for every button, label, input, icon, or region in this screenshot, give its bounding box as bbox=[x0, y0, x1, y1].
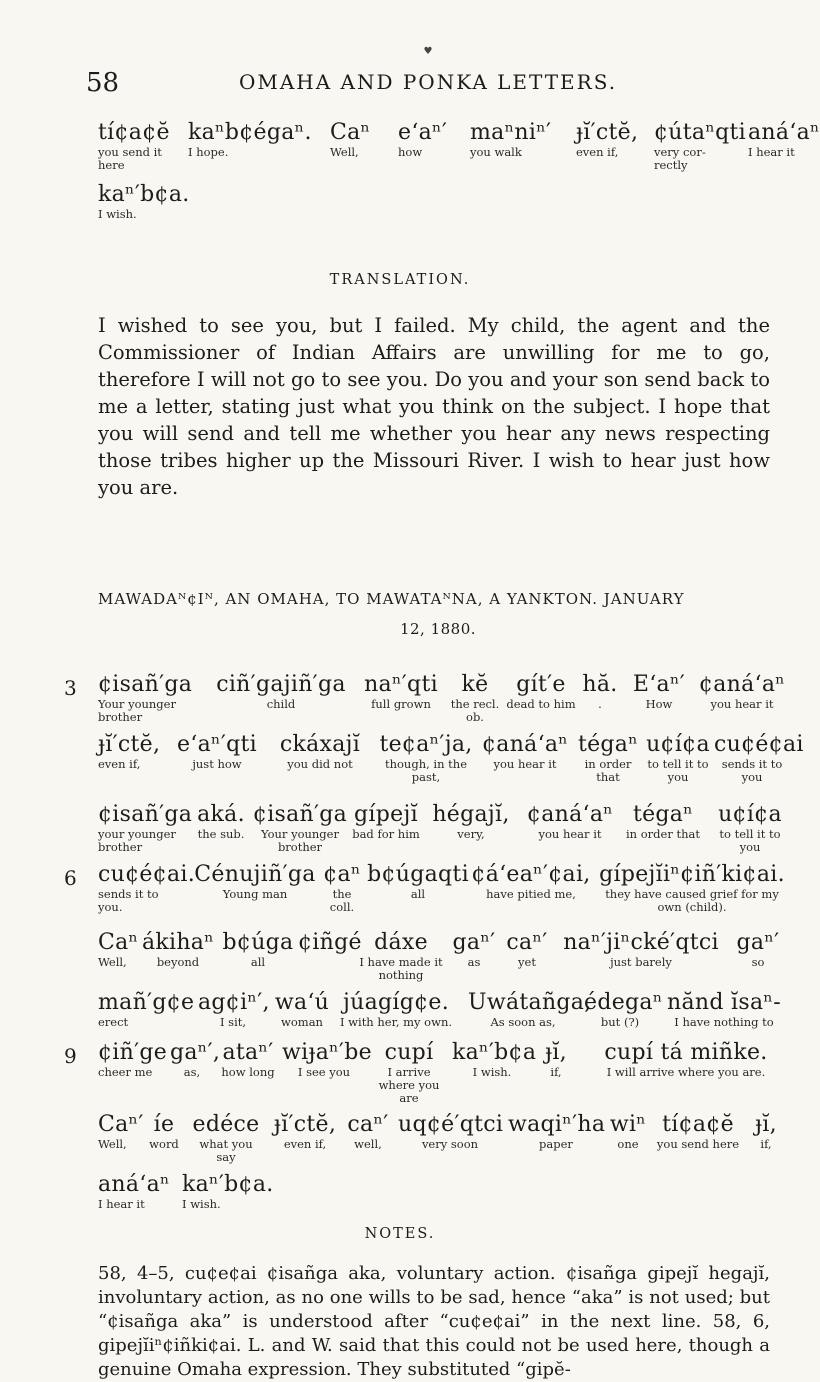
word-pair bbox=[172, 732, 262, 771]
word-pair bbox=[198, 990, 268, 1029]
native-word: ɟĭ, bbox=[545, 1040, 567, 1065]
native-word: wiⁿ bbox=[609, 1112, 647, 1137]
word-pair bbox=[190, 862, 320, 901]
word-pair bbox=[196, 802, 246, 841]
gloss: so bbox=[751, 955, 765, 969]
native-word: anáʻaⁿ bbox=[98, 1172, 170, 1197]
word-pair bbox=[482, 732, 568, 771]
gloss: I hope. bbox=[188, 145, 229, 159]
native-word: nănd ĭsaⁿ- bbox=[667, 990, 781, 1015]
gloss: I wish. bbox=[98, 207, 137, 221]
word-pair bbox=[522, 802, 618, 841]
gloss: even if, bbox=[283, 1137, 327, 1151]
word-pair bbox=[594, 862, 790, 914]
native-word: tí¢a¢ĕ bbox=[98, 120, 170, 145]
native-word: ¢isañ′ga bbox=[252, 802, 348, 827]
gloss: sends it to you bbox=[721, 757, 783, 784]
native-word: kaⁿ′b¢a. bbox=[182, 1172, 274, 1197]
word-pair bbox=[652, 1112, 744, 1151]
gloss: if, bbox=[760, 1137, 772, 1151]
word-pair bbox=[98, 1112, 144, 1151]
word-pair bbox=[98, 930, 138, 969]
native-word: edéce bbox=[192, 1112, 260, 1137]
word-pair bbox=[398, 1112, 502, 1151]
native-word: Eʻaⁿ′ bbox=[632, 672, 686, 697]
gloss: you hear it bbox=[538, 827, 602, 841]
word-pair bbox=[222, 930, 294, 969]
word-pair bbox=[626, 672, 692, 711]
native-word: Caⁿ bbox=[98, 930, 139, 955]
native-word: ciñ′gajiñ′ga bbox=[216, 672, 346, 697]
word-pair bbox=[250, 802, 350, 854]
gloss: very cor- rectly bbox=[654, 145, 706, 172]
native-word: ɟĭ′ctĕ, bbox=[98, 732, 161, 757]
native-word: waqiⁿ′ha bbox=[508, 1112, 606, 1137]
native-word: naⁿ′qti bbox=[364, 672, 438, 697]
native-word: ¢isañ′ga bbox=[98, 672, 193, 697]
word-pair bbox=[398, 120, 447, 159]
gloss: just how bbox=[192, 757, 242, 771]
word-pair bbox=[714, 732, 804, 784]
gloss: Well, bbox=[98, 955, 127, 969]
native-word: ¢útaⁿqti bbox=[654, 120, 747, 145]
native-word: kaⁿ′b¢a. bbox=[98, 182, 190, 207]
native-word: ɟĭ′ctĕ, bbox=[273, 1112, 337, 1137]
word-pair bbox=[696, 672, 788, 711]
gloss: you hear it bbox=[493, 757, 557, 771]
gloss: dead to him bbox=[506, 697, 576, 711]
word-pair bbox=[216, 1040, 280, 1079]
native-word: ɟĭ, bbox=[755, 1112, 777, 1137]
native-word: uq¢é′qtci bbox=[398, 1112, 504, 1137]
word-pair bbox=[298, 930, 360, 956]
word-pair bbox=[574, 732, 642, 784]
native-word: ¢iñgé bbox=[298, 930, 362, 955]
gloss: all bbox=[250, 955, 266, 969]
gloss: Your younger brother bbox=[261, 827, 339, 854]
page-number: 58 bbox=[86, 68, 120, 98]
native-word: gít′e bbox=[516, 672, 566, 697]
translation-heading: TRANSLATION. bbox=[329, 272, 471, 288]
word-pair bbox=[330, 120, 370, 159]
word-pair bbox=[608, 1112, 648, 1151]
native-word: ¢iñ′ge bbox=[98, 1040, 168, 1065]
gloss: as bbox=[467, 955, 481, 969]
gloss: you walk bbox=[470, 145, 522, 159]
native-word: te¢aⁿ′ja, bbox=[379, 732, 473, 757]
heart-ornament-icon: ♥ bbox=[423, 46, 433, 57]
native-word: ¢aⁿ bbox=[323, 862, 361, 887]
native-word: júagíg¢e. bbox=[342, 990, 450, 1015]
gloss: all bbox=[410, 887, 426, 901]
gloss: to tell it to you bbox=[719, 827, 781, 854]
gloss: yet bbox=[518, 955, 536, 969]
native-word: tí¢a¢ĕ bbox=[662, 1112, 734, 1137]
word-pair bbox=[646, 732, 710, 784]
word-pair bbox=[98, 1040, 167, 1079]
page-header bbox=[86, 46, 770, 98]
word-pair bbox=[144, 1112, 184, 1151]
native-word: wiɟaⁿ′be bbox=[282, 1040, 372, 1065]
gloss: . bbox=[598, 697, 602, 711]
native-word: ckáxajĭ bbox=[279, 732, 361, 757]
gloss: paper bbox=[539, 1137, 573, 1151]
word-pair bbox=[356, 672, 446, 711]
word-pair bbox=[582, 1040, 790, 1079]
gloss: one bbox=[617, 1137, 639, 1151]
gloss: As soon as, bbox=[490, 1015, 556, 1029]
gloss: I wish. bbox=[182, 1197, 221, 1211]
word-pair bbox=[470, 120, 551, 159]
native-word: Caⁿ′ bbox=[98, 1112, 144, 1137]
word-pair bbox=[98, 182, 190, 221]
word-pair bbox=[654, 120, 746, 172]
word-pair bbox=[98, 1172, 170, 1211]
native-word: ataⁿ′ bbox=[222, 1040, 274, 1065]
gloss: child bbox=[266, 697, 296, 711]
word-pair bbox=[428, 802, 514, 841]
gloss: even if, bbox=[98, 757, 141, 771]
gloss: in order that bbox=[626, 827, 700, 841]
gloss: very, bbox=[457, 827, 485, 841]
word-pair bbox=[216, 672, 346, 711]
native-word: dáxe bbox=[374, 930, 428, 955]
native-word: gípejĭ bbox=[354, 802, 418, 827]
gloss: I arrive where you are bbox=[378, 1065, 440, 1105]
word-pair bbox=[748, 120, 820, 159]
native-word: maⁿniⁿ′ bbox=[470, 120, 552, 145]
word-pair bbox=[188, 1112, 264, 1164]
native-word: eʻaⁿ′ bbox=[398, 120, 448, 145]
native-word: ɟĭ′ctĕ, bbox=[576, 120, 639, 145]
native-word: kĕ bbox=[461, 672, 489, 697]
word-pair bbox=[268, 1112, 342, 1151]
native-word: eʻaⁿ′qti bbox=[176, 732, 257, 757]
native-word: ákihaⁿ bbox=[141, 930, 215, 955]
gloss: woman bbox=[281, 1015, 323, 1029]
letter-date: 12, 1880. bbox=[399, 620, 477, 638]
word-pair bbox=[580, 672, 620, 711]
word-pair bbox=[98, 732, 160, 771]
native-word: tégaⁿ bbox=[577, 732, 639, 757]
word-pair bbox=[98, 802, 192, 854]
word-pair bbox=[508, 1112, 604, 1151]
notes-heading: NOTES. bbox=[364, 1226, 436, 1242]
native-word: Caⁿ bbox=[330, 120, 371, 145]
word-pair bbox=[352, 802, 420, 841]
gloss: bad for him bbox=[352, 827, 420, 841]
letter-title bbox=[98, 590, 778, 638]
word-pair bbox=[576, 120, 638, 159]
gloss: you send here bbox=[656, 1137, 740, 1151]
native-word: caⁿ′ bbox=[347, 1112, 389, 1137]
native-word: cupí tá miñke. bbox=[604, 1040, 768, 1065]
native-word: gaⁿ′ bbox=[736, 930, 780, 955]
gloss: to tell it to you bbox=[647, 757, 709, 784]
native-word: tégaⁿ bbox=[632, 802, 694, 827]
gloss: the sub. bbox=[197, 827, 245, 841]
word-pair bbox=[448, 930, 500, 969]
native-word: aká. bbox=[197, 802, 245, 827]
native-word: waʻú bbox=[274, 990, 330, 1015]
word-pair bbox=[448, 672, 502, 724]
notes-paragraph: 58, 4–5, cu¢e¢ai ¢isañga aka, voluntary action. ¢isañga gipejĭ hegajĭ, involuntary action, as no one wills to be sad, hence “aka” is not used; but “¢isañga aka” is understood after “cu¢e¢ai” in the next line. 58, 6, gipejĭiⁿ¢iñki¢ai. L. and W. said that this could not be used here, though a genuine Omaha expression. They substituted “gipĕ- bbox=[98, 1263, 770, 1380]
gloss: have pitied me, bbox=[486, 887, 576, 901]
native-word: naⁿ′jiⁿcké′qtci bbox=[563, 930, 719, 955]
word-pair bbox=[470, 862, 592, 901]
word-pair bbox=[98, 672, 192, 724]
gloss: as, bbox=[183, 1065, 201, 1079]
gloss: the recl. ob. bbox=[450, 697, 500, 724]
gloss: you hear it bbox=[710, 697, 774, 711]
gloss: well, bbox=[354, 1137, 382, 1151]
native-word: kaⁿ′b¢a bbox=[452, 1040, 537, 1065]
word-pair bbox=[746, 1112, 786, 1151]
gloss: How bbox=[645, 697, 673, 711]
native-word: Cénujiñ′ga bbox=[194, 862, 316, 887]
gloss: just barely bbox=[610, 955, 672, 969]
gloss: I see you bbox=[297, 1065, 351, 1079]
native-word: cu¢é¢ai. bbox=[98, 862, 196, 887]
line-number: 6 bbox=[64, 866, 77, 890]
word-pair bbox=[370, 1040, 448, 1105]
native-word: caⁿ′ bbox=[506, 930, 548, 955]
word-pair bbox=[182, 1172, 274, 1211]
native-word: b¢úga bbox=[222, 930, 294, 955]
gloss: beyond bbox=[156, 955, 200, 969]
gloss: full grown bbox=[371, 697, 431, 711]
gloss: the coll. bbox=[329, 887, 355, 914]
gloss: I hear it bbox=[748, 145, 795, 159]
native-word: kaⁿb¢égaⁿ. bbox=[188, 120, 312, 145]
word-pair bbox=[98, 120, 170, 172]
word-pair bbox=[138, 930, 218, 969]
gloss: Well, bbox=[98, 1137, 127, 1151]
gloss: sends it to you. bbox=[98, 887, 159, 914]
native-word: ag¢iⁿ′, bbox=[198, 990, 270, 1015]
gloss: Your younger brother bbox=[98, 697, 176, 724]
line-number: 9 bbox=[64, 1044, 77, 1068]
gloss: I wish. bbox=[472, 1065, 512, 1079]
word-pair bbox=[270, 732, 370, 771]
gloss: I have made it nothing bbox=[359, 955, 443, 982]
word-pair bbox=[452, 1040, 537, 1079]
gloss: what you say bbox=[199, 1137, 253, 1164]
gloss: very soon bbox=[421, 1137, 479, 1151]
native-word: u¢í¢a bbox=[646, 732, 710, 757]
word-pair bbox=[98, 862, 195, 914]
native-word: hă. bbox=[582, 672, 618, 697]
word-pair bbox=[660, 990, 788, 1029]
native-word: ¢anáʻaⁿ bbox=[482, 732, 569, 757]
word-pair bbox=[506, 672, 576, 711]
gloss: though, in the past, bbox=[384, 757, 467, 784]
word-pair bbox=[356, 930, 446, 982]
gloss: even if, bbox=[576, 145, 619, 159]
gloss: cheer me bbox=[98, 1065, 153, 1079]
gloss: you send it here bbox=[98, 145, 162, 172]
native-word: ¢anáʻaⁿ bbox=[526, 802, 614, 827]
gloss: your younger brother bbox=[98, 827, 176, 854]
native-word: ¢áʻeaⁿ′¢ai, bbox=[471, 862, 591, 887]
word-pair bbox=[538, 1040, 574, 1079]
letter-title-text: MAWADAᴺ¢Iᴺ, AN OMAHA, TO MAWATAᴺNA, A YANKTON. JANUARY bbox=[98, 590, 685, 608]
gloss: I with her, my own. bbox=[339, 1015, 453, 1029]
line-number: 3 bbox=[64, 676, 77, 700]
native-word: u¢í¢a bbox=[718, 802, 782, 827]
gloss: I sit, bbox=[219, 1015, 247, 1029]
running-head: OMAHA AND PONKA LETTERS. bbox=[238, 70, 618, 94]
word-pair bbox=[188, 120, 312, 159]
word-pair bbox=[710, 802, 790, 854]
word-pair bbox=[170, 1040, 221, 1079]
word-pair bbox=[376, 732, 476, 784]
native-word: hégajĭ, bbox=[432, 802, 510, 827]
word-pair bbox=[366, 862, 470, 901]
native-word: cupí bbox=[384, 1040, 434, 1065]
gloss: I have nothing to bbox=[674, 1015, 774, 1029]
gloss: but (?) bbox=[600, 1015, 640, 1029]
word-pair bbox=[336, 990, 456, 1029]
word-pair bbox=[622, 802, 704, 841]
word-pair bbox=[282, 1040, 372, 1079]
native-word: ¢anáʻaⁿ bbox=[698, 672, 786, 697]
gloss: how long bbox=[221, 1065, 275, 1079]
gloss: you did not bbox=[287, 757, 353, 771]
native-word: b¢úgaqti bbox=[367, 862, 469, 887]
word-pair bbox=[502, 930, 552, 969]
gloss: how bbox=[398, 145, 423, 159]
native-word: gípejĭiⁿ¢iñ′ki¢ai. bbox=[599, 862, 785, 887]
gloss: they have caused grief for my own (child). bbox=[605, 887, 779, 914]
word-pair bbox=[558, 930, 724, 969]
native-word: Uwátañga, bbox=[468, 990, 592, 1015]
native-word: édegaⁿ bbox=[584, 990, 663, 1015]
native-word: ¢isañ′ga bbox=[98, 802, 193, 827]
native-word: gaⁿ′ bbox=[452, 930, 496, 955]
gloss: Young man bbox=[222, 887, 288, 901]
word-pair bbox=[468, 990, 592, 1029]
word-pair bbox=[730, 930, 786, 969]
word-pair bbox=[320, 862, 364, 914]
word-pair bbox=[98, 990, 194, 1029]
word-pair bbox=[584, 990, 663, 1029]
gloss: erect bbox=[98, 1015, 129, 1029]
native-word: mañ′g¢e bbox=[98, 990, 195, 1015]
word-pair bbox=[344, 1112, 392, 1151]
translation-paragraph: I wished to see you, but I failed. My child, the agent and the Commissioner of Indian Affairs are unwilling for me to go, therefore I will not go to see you. Do you and your son send back to me a letter, stating just what you think on the subject. I hope that you will send and tell me whether you hear any news respecting those tribes higher up the Missouri River. I wish to hear just how you are. bbox=[98, 314, 770, 499]
gloss: Well, bbox=[330, 145, 359, 159]
gloss: I will arrive where you are. bbox=[606, 1065, 766, 1079]
native-word: íe bbox=[153, 1112, 175, 1137]
native-word: cu¢é¢ai bbox=[714, 732, 804, 757]
word-pair bbox=[270, 990, 334, 1029]
gloss: if, bbox=[550, 1065, 562, 1079]
native-word: gaⁿ′, bbox=[170, 1040, 221, 1065]
native-word: anáʻaⁿ bbox=[748, 120, 820, 145]
gloss: in order that bbox=[584, 757, 632, 784]
gloss: word bbox=[149, 1137, 179, 1151]
gloss: I hear it bbox=[98, 1197, 145, 1211]
